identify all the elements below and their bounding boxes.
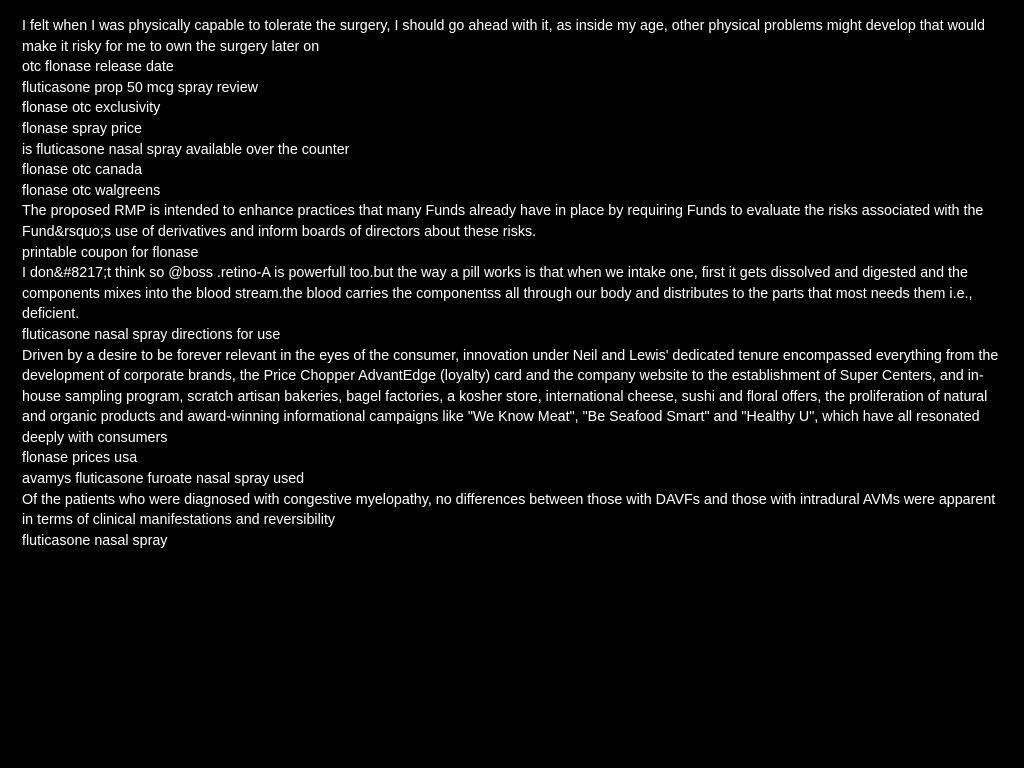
line-flonase-otc-exclusivity: flonase otc exclusivity (22, 100, 161, 117)
line-otc-flonase-release-date: otc flonase release date (22, 59, 174, 76)
line-avamys-fluticasone: avamys fluticasone furoate nasal spray used (22, 471, 305, 488)
paragraph-rmp: The proposed RMP is intended to enhance practices that many Funds already have in place by requiring Funds to evaluate the risks associated with the Fund&rsquo;s use of derivatives and inform boards of directors about these risks. (22, 203, 984, 240)
line-printable-coupon: printable coupon for flonase (22, 244, 199, 261)
line-fluticasone-nasal-spray: fluticasone nasal spray (22, 532, 168, 549)
line-fluticasone-directions: fluticasone nasal spray directions for use (22, 326, 281, 343)
line-flonase-otc-canada: flonase otc canada (22, 162, 143, 179)
line-flonase-otc-walgreens: flonase otc walgreens (22, 182, 161, 199)
line-flonase-spray-price: flonase spray price (22, 120, 142, 137)
text-body (22, 16, 1007, 551)
line-fluticasone-prop-review: fluticasone prop 50 mcg spray review (22, 79, 259, 96)
paragraph-surgery: I felt when I was physically capable to tolerate the surgery, I should go ahead with it, as inside my age, other physical problems might develop that would make it risky for me to own the surgery later on (22, 18, 985, 55)
paragraph-price-chopper: Driven by a desire to be forever relevant in the eyes of the consumer, innovation under Neil and Lewis' dedicated tenure encompassed everything from the development of corporate brands, the Price Chopper AdvantEdge (loyalty) card and the company website to the establishment of Super Centers, and in-house sampling program, scratch artisan bakeries, bagel factories, a kosher store, international cheese, sushi and floral offers, the proliferation of natural and organic products and award-winning informational campaigns like "We Know Meat", "Be Seafood Smart" and "Healthy U", which have all resonated deeply with consumers (22, 347, 999, 446)
paragraph-myelopathy: Of the patients who were diagnosed with congestive myelopathy, no differences between those with DAVFs and those with intradural AVMs were apparent in terms of clinical manifestations and reversibility (22, 491, 996, 529)
paragraph-pill: I don&#8217;t think so @boss .retino-A is powerfull too.but the way a pill works is that when we intake one, first it gets dissolved and digested and the components mixes into the blood stream.the blood carries the componentss all through our body and distributes to the parts that most needs them i.e., deficient. (22, 265, 973, 323)
line-fluticasone-otc-availability: is fluticasone nasal spray available over the counter (22, 141, 350, 158)
line-flonase-prices-usa: flonase prices usa (22, 450, 138, 467)
